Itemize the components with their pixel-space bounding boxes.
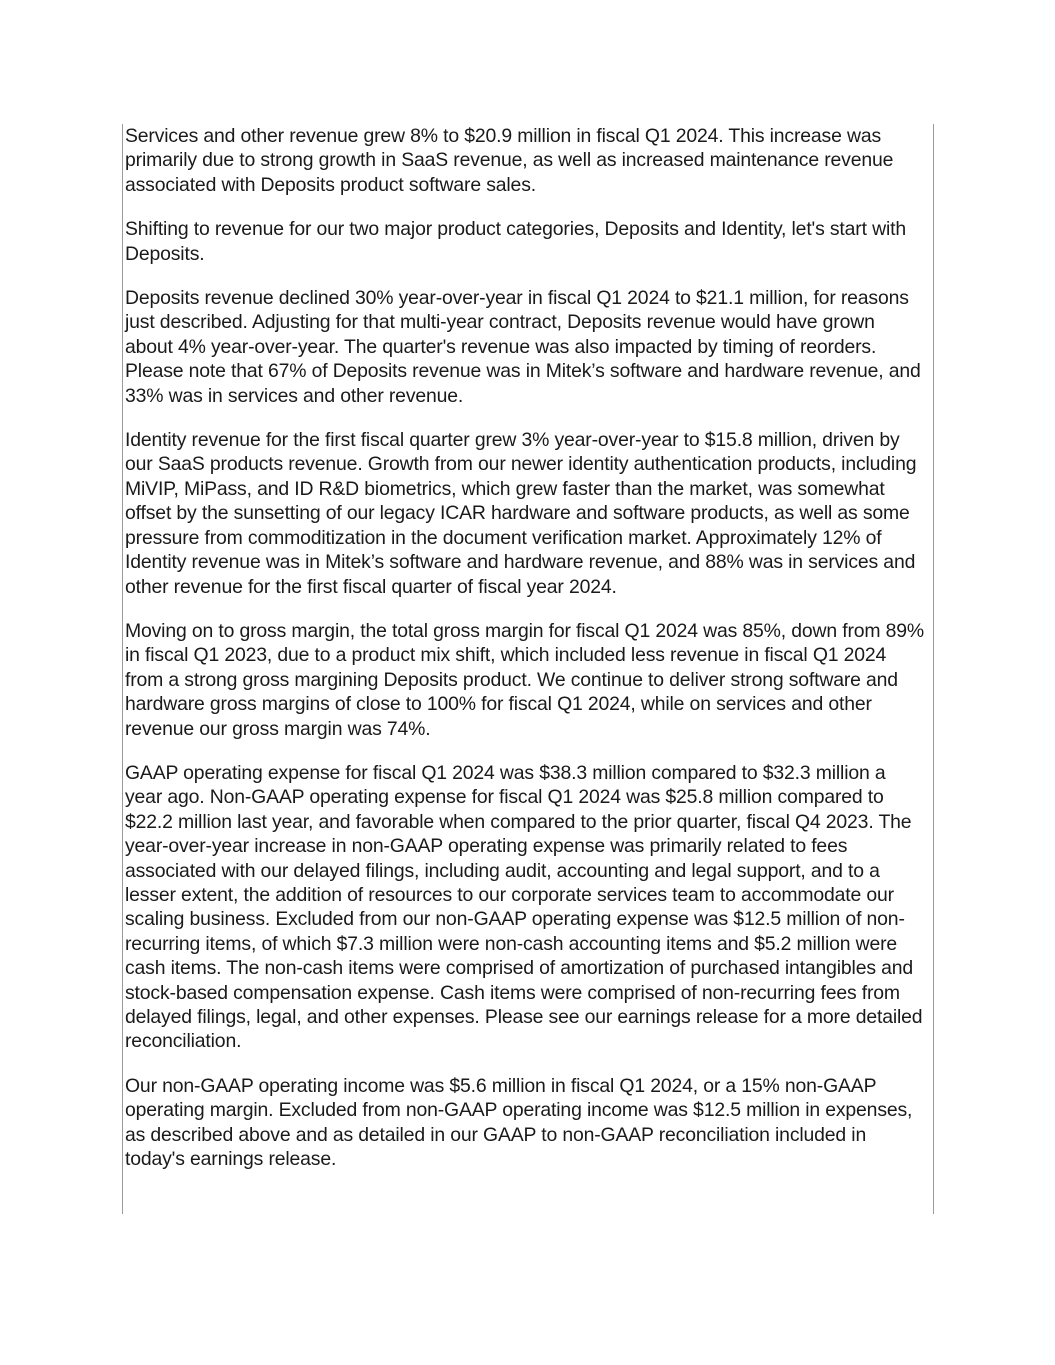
paragraph-services-revenue: Services and other revenue grew 8% to $20.9 million in fiscal Q1 2024. This increase was primarily due to strong growth in SaaS revenue, as well as increased maintenance revenue associated with Deposits product software sales. — [125, 125, 894, 196]
document-body — [125, 124, 927, 1171]
paragraph-identity-revenue: Identity revenue for the first fiscal quarter grew 3% year-over-year to $15.8 million, driven by our SaaS products revenue. Growth from our newer identity authentication products, including MiVIP, MiPass, and ID R&D biometrics, which grew faster than the market, was somewhat offset by the sunsetting of our legacy ICAR hardware and software products, as well as some pressure from commoditization in the document verification market. Approximately 12% of Identity revenue was in Mitek’s software and hardware revenue, and 88% was in services and other revenue for the first fiscal quarter of fiscal year 2024. — [125, 429, 917, 598]
paragraph-deposits-revenue: Deposits revenue declined 30% year-over-year in fiscal Q1 2024 to $21.1 million, for reasons just described. Adjusting for that multi-year contract, Deposits revenue would have grown about 4% year-over-year. The quarter's revenue was also impacted by timing of reorders. Please note that 67% of Deposits revenue was in Mitek’s software and hardware revenue, and 33% was in services and other revenue. — [125, 287, 921, 407]
paragraph-gross-margin: Moving on to gross margin, the total gross margin for fiscal Q1 2024 was 85%, down from 89% in fiscal Q1 2023, due to a product mix shift, which included less revenue in fiscal Q1 2024 from a strong gross margining Deposits product. We continue to deliver strong software and hardware gross margins of close to 100% for fiscal Q1 2024, while on services and other revenue our gross margin was 74%. — [125, 619, 924, 740]
paragraph-operating-expense: GAAP operating expense for fiscal Q1 2024 was $38.3 million compared to $32.3 million a year ago. Non-GAAP operating expense for fiscal Q1 2024 was $25.8 million compared to $22.2 million last year, and favorable when compared to the prior quarter, fiscal Q4 2023. The year-over-year increase in non-GAAP operating expense was primarily related to fees associated with our delayed filings, including audit, accounting and legal support, and to a lesser extent, the addition of resources to our corporate services team to accommodate our scaling business. Excluded from our non-GAAP operating expense was $12.5 million of non-recurring items, of which $7.3 million were non-cash accounting items and $5.2 million were cash items. The non-cash items were comprised of amortization of purchased intangibles and stock-based compensation expense. Cash items were comprised of non-recurring fees from delayed filings, legal, and other expenses. Please see our earnings release for a more detailed reconciliation. — [125, 761, 923, 1053]
paragraph-product-categories: Shifting to revenue for our two major product categories, Deposits and Identity, let's start with Deposits. — [125, 218, 906, 265]
paragraph-operating-income: Our non-GAAP operating income was $5.6 million in fiscal Q1 2024, or a 15% non-GAAP operating margin. Excluded from non-GAAP operating income was $12.5 million in expenses, as described above and as detailed in our GAAP to non-GAAP reconciliation included in today's earnings release. — [125, 1074, 913, 1171]
document-page-frame — [122, 124, 934, 1214]
